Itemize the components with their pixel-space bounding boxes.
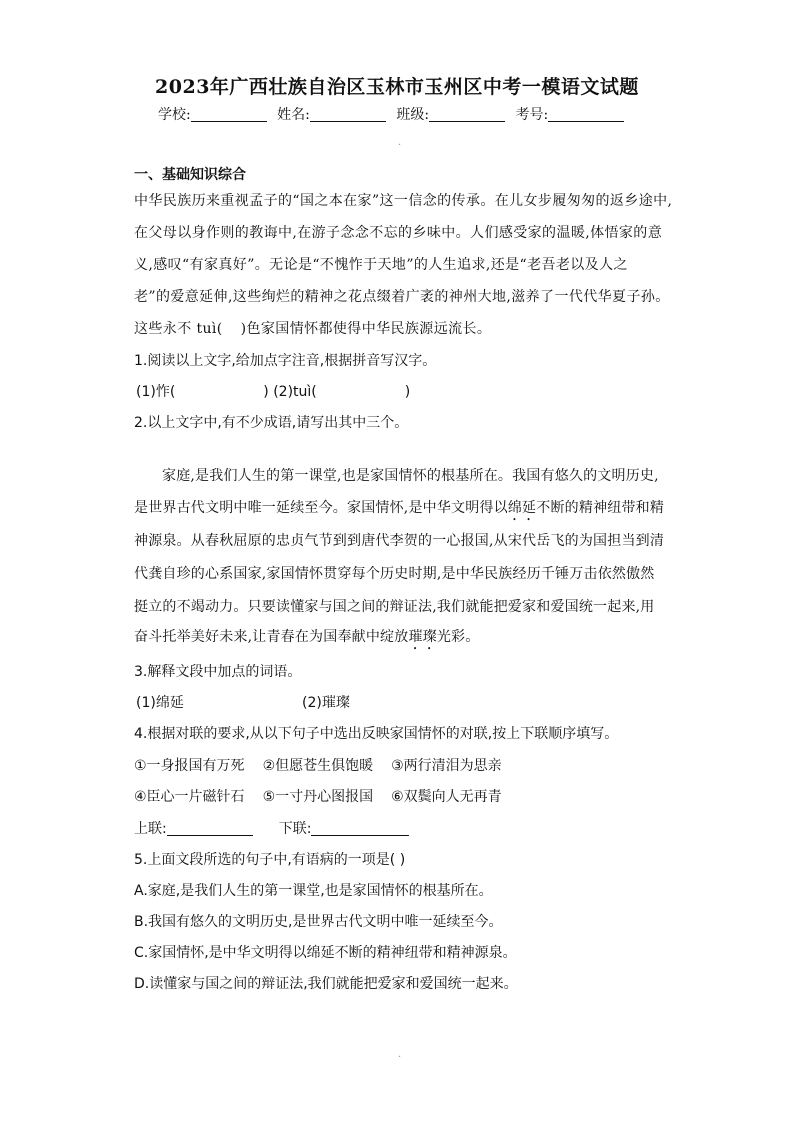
lower-couplet-blank[interactable] [311, 821, 409, 836]
passage2-line: 家庭,是我们人生的第一课堂,也是家国情怀的根基所在。我国有悠久的文明历史, [162, 468, 659, 484]
passage2-line: 奋斗托举美好未来,让青春在为国奉献中绽放璀璨光彩。 [134, 629, 480, 645]
question-4: 4.根据对联的要求,从以下句子中选出反映家国情怀的对联,按上下联顺序填写。 [134, 726, 619, 742]
question-2: 2.以上文字中,有不少成语,请写出其中三个。 [134, 415, 409, 431]
option-d[interactable]: D.读懂家与国之间的辩证法,我们就能把爱家和爱国统一起来。 [134, 976, 518, 992]
question-5: 5.上面文段所选的句子中,有语病的一项是( ) [134, 852, 406, 868]
passage2-line: 代龚自珍的心系国家,家国情怀贯穿每个历史时期,是中华民族经历千锤万击依然傲然 [134, 566, 655, 582]
name-blank[interactable] [310, 107, 386, 122]
passage1-line: 老”的爱意延伸,这些绚烂的精神之花点缀着广袤的神州大地,滋养了一代代华夏子孙。 [134, 289, 670, 305]
dotted-word: 绵延 [507, 500, 537, 516]
option-b[interactable]: B.我国有悠久的文明历史,是世界古代文明中唯一延续至今。 [134, 914, 503, 930]
scan-dot: · [398, 140, 402, 151]
couplet-options-row: ①一身报国有万死 ②但愿苍生俱饱暖 ③两行清泪为思亲 [134, 758, 502, 774]
class-blank[interactable] [429, 107, 505, 122]
dotted-word: 璀璨 [408, 629, 437, 645]
passage1-line: 义,感叹“有家真好”。无论是“不愧怍于天地”的人生追求,还是“老吾老以及人之 [134, 257, 628, 273]
question-1: 1.阅读以上文字,给加点字注音,根据拼音写汉字。 [134, 353, 437, 369]
upper-couplet-blank[interactable] [167, 821, 253, 836]
question-3-item: (1)绵延 [136, 695, 184, 711]
class-label: 班级: [396, 107, 430, 123]
section-heading: 一、基础知识综合 [134, 167, 246, 183]
passage1-line: 在父母以身作则的教诲中,在游子念念不忘的乡味中。人们感受家的温暖,体悟家的意 [134, 225, 663, 241]
passage2-line: 是世界古代文明中唯一延续至今。家国情怀,是中华文明得以绵延不断的精神纽带和精 [134, 500, 665, 516]
name-label: 姓名: [277, 107, 310, 123]
passage2-line: 神源泉。从春秋屈原的忠贞气节到到唐代李贺的一心报国,从宋代岳飞的为国担当到清 [134, 533, 665, 549]
id-label: 考号: [515, 107, 549, 123]
passage1-line: 中华民族历来重视孟子的“国之本在家”这一信念的传承。在儿女步履匆匆的返乡途中, [134, 193, 673, 209]
passage2-line: 挺立的不竭动力。只要读懂家与国之间的辩证法,我们就能把爱家和爱国统一起来,用 [134, 599, 655, 615]
school-label: 学校: [158, 107, 191, 123]
question-3: 3.解释文段中加点的词语。 [134, 664, 302, 680]
id-blank[interactable] [548, 107, 624, 122]
scan-dot: · [398, 1052, 402, 1063]
couplet-answer-row: 上联: 下联: [134, 818, 409, 838]
couplet-options-row: ④臣心一片磁针石 ⑤一寸丹心图报国 ⑥双鬓向人无再青 [134, 789, 502, 805]
option-c[interactable]: C.家国情怀,是中华文明得以绵延不断的精神纽带和精神源泉。 [134, 945, 517, 961]
school-blank[interactable] [191, 107, 267, 122]
student-info-row [158, 104, 630, 124]
option-a[interactable]: A.家庭,是我们人生的第一课堂,也是家国情怀的根基所在。 [134, 883, 493, 899]
exam-title: 2023年广西壮族自治区玉林市玉州区中考一模语文试题 [155, 76, 639, 98]
question-3-item: (2)璀璨 [302, 695, 350, 711]
passage1-line: 这些永不 tuì( )色家国情怀都使得中华民族源远流长。 [134, 321, 492, 337]
question-1-items: (1)怍( ) (2)tuì( ) [136, 384, 411, 400]
